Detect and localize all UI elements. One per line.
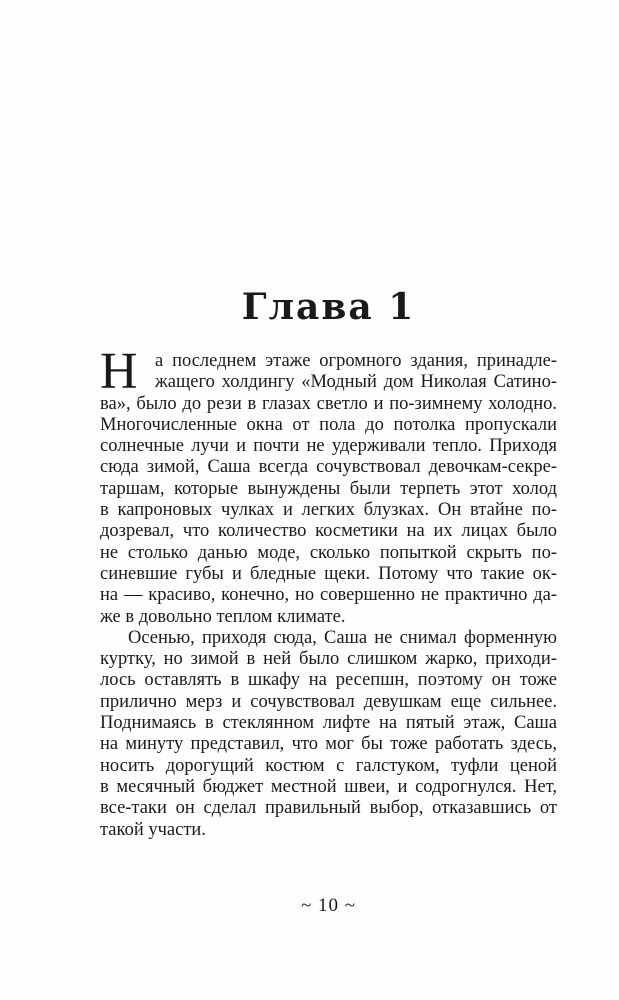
text-line: Многочисленные окна от пола до потолка пропускали	[100, 414, 557, 435]
text-line: куртку, но зимой в ней было слишком жарко, приходи-	[100, 649, 557, 670]
text-line: ва», было до рези в глазах светло и по-зимнему холодно.	[100, 393, 557, 414]
text-line: не столько данью моде, сколько попыткой скрыть по-	[100, 542, 557, 563]
text-line: Поднимаясь в стеклянном лифте на пятый этаж, Саша	[100, 713, 557, 734]
text-line: на минуту представил, что мог бы тоже работать здесь,	[100, 734, 557, 755]
text-line: таршам, которые вынуждены были терпеть этот холод	[100, 478, 557, 499]
text-line: сюда зимой, Саша всегда сочувствовал девочкам-секре-	[100, 457, 557, 478]
chapter-heading: Глава 1	[241, 286, 416, 328]
text-line: носить дорогущий костюм с галстуком, туфли ценой	[100, 755, 557, 776]
text-line: синевшие губы и бледные щеки. Потому что такие ок-	[100, 563, 557, 584]
text-line: такой участи.	[100, 819, 206, 840]
text-line: в капроновых чулках и легких блузках. Он втайне по-	[100, 500, 557, 521]
text-line: на — красиво, конечно, но совершенно не практично да-	[100, 585, 557, 606]
page-content	[100, 287, 557, 841]
text-line: лось оставлять в шкафу на ресепшн, поэтому он тоже	[100, 670, 557, 691]
text-line: все-таки он сделал правильный выбор, отказавшись от	[100, 798, 557, 819]
text-line: прилично мерз и сочувствовал девушкам еще сильнее.	[100, 691, 557, 712]
drop-cap: Н	[100, 343, 138, 400]
paragraph-2	[100, 628, 557, 841]
text-line: а последнем этаже огромного здания, принадле-	[155, 351, 557, 371]
paragraph-1	[100, 343, 557, 628]
text-line: Осенью, приходя сюда, Саша не снимал форменную	[128, 627, 557, 648]
text-line: же в довольно теплом климате.	[100, 606, 346, 627]
text-line: в месячный бюджет местной швеи, и содрогнулся. Нет,	[100, 776, 557, 797]
page-number: ~ 10 ~	[300, 895, 357, 916]
text-line: жащего холдингу «Модный дом Николая Сатино-	[155, 372, 557, 393]
text-line: солнечные лучи и почти не удерживали тепло. Приходя	[100, 436, 557, 457]
text-line: дозревал, что количество косметики на их лицах было	[100, 521, 557, 542]
